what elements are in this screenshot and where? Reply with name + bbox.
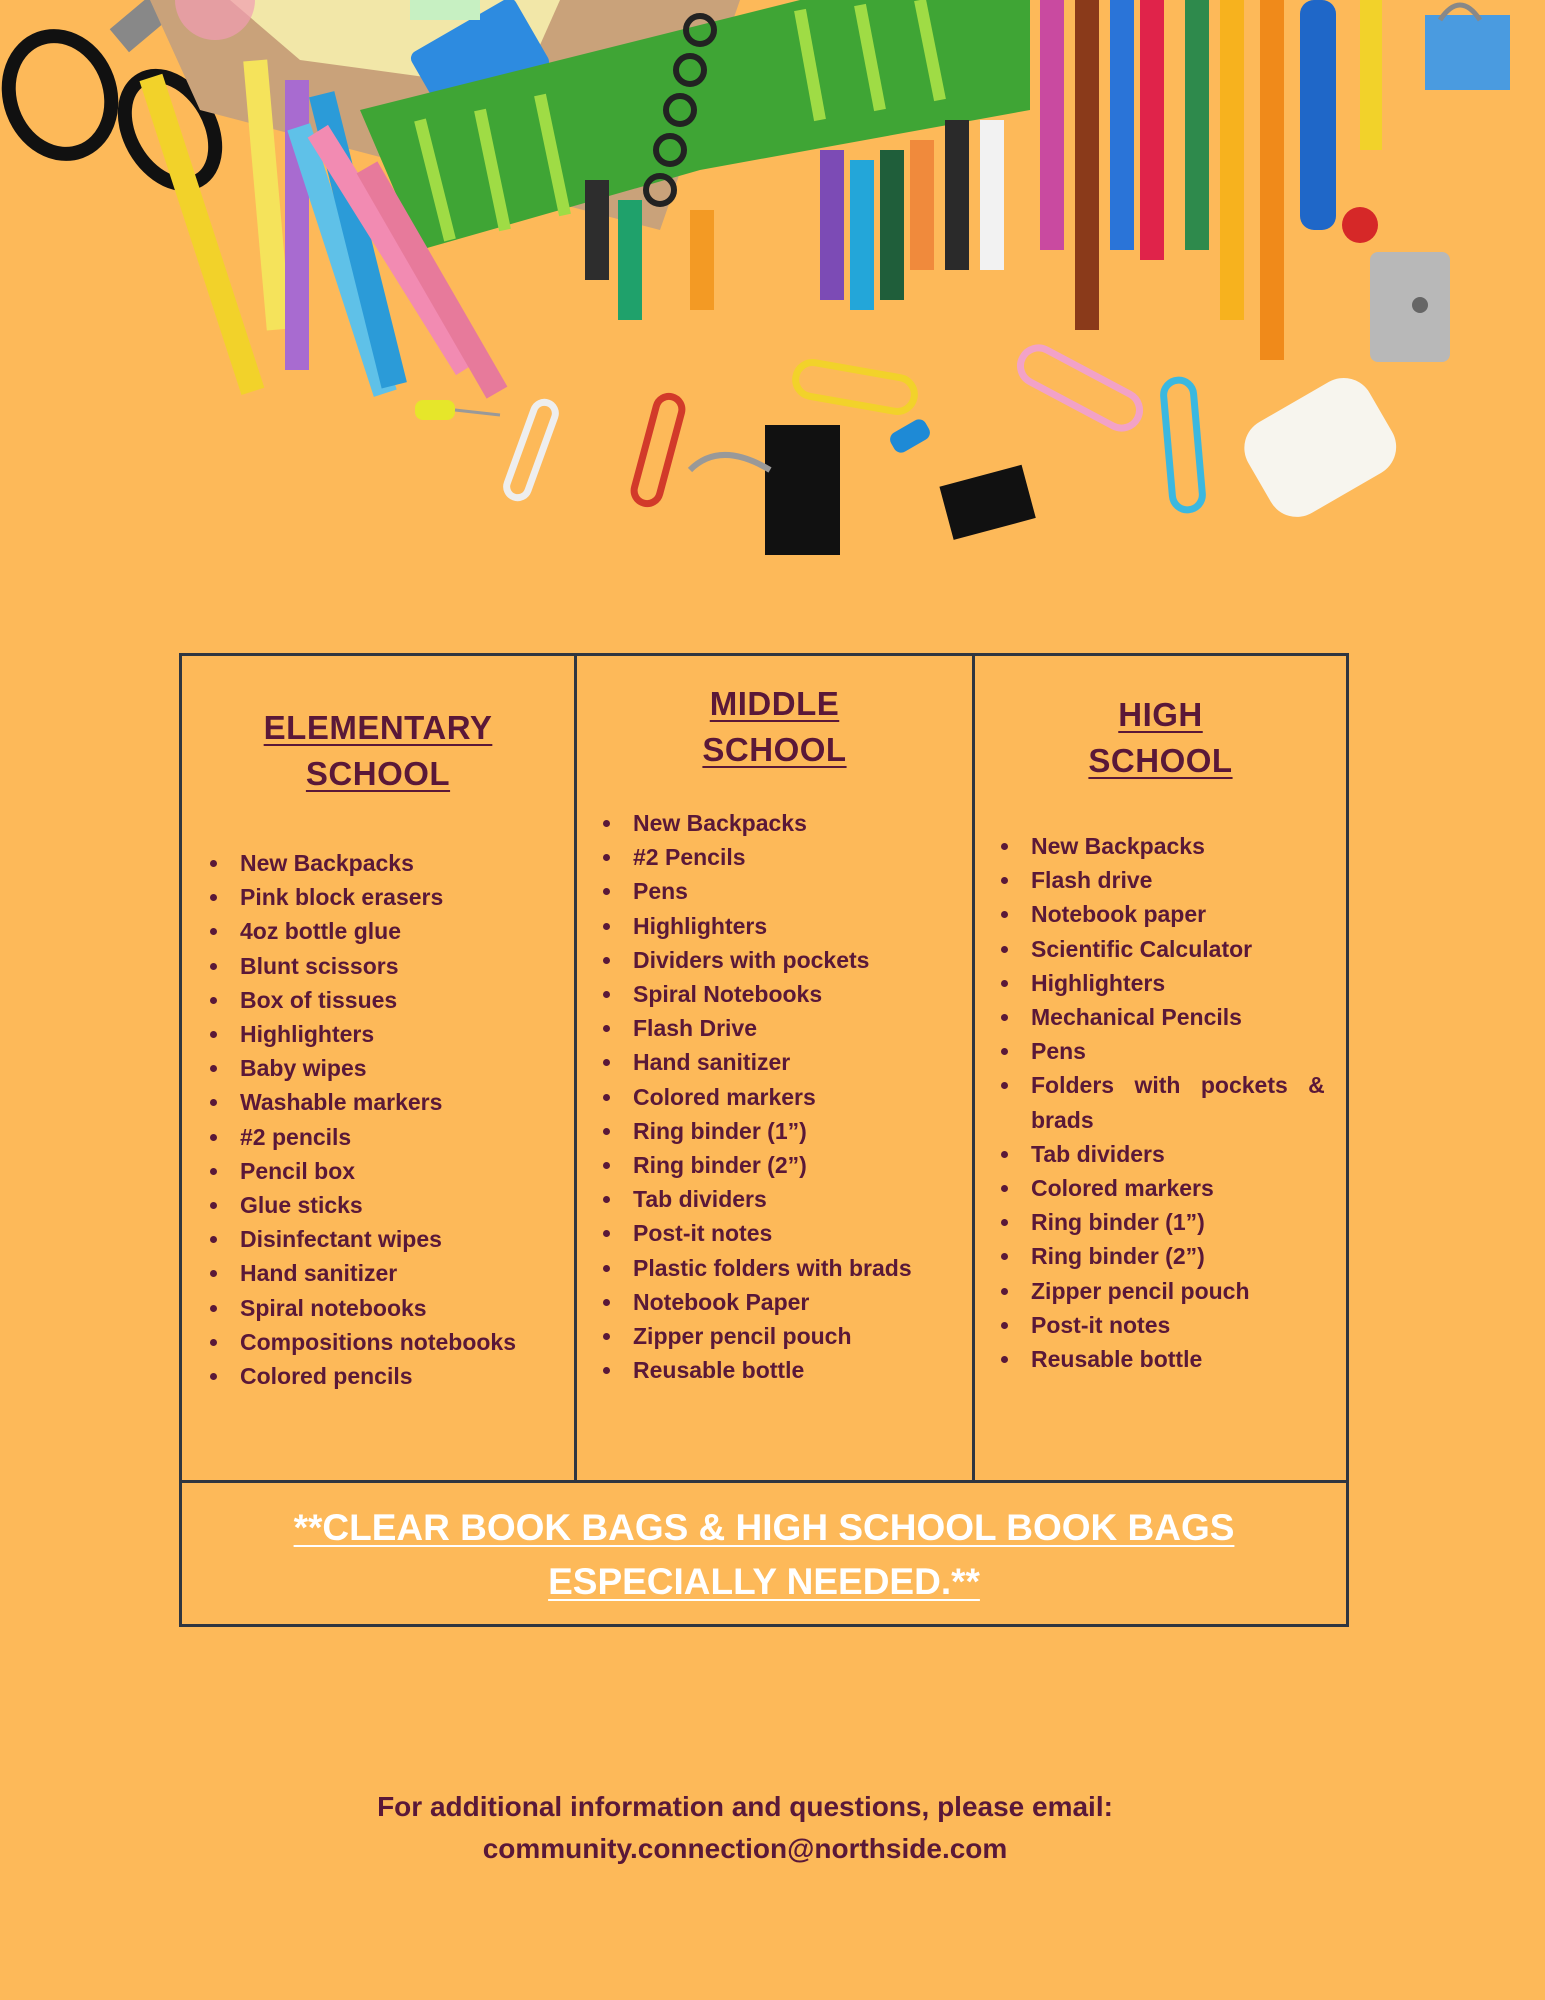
list-item: Reusable bottle — [1001, 1342, 1341, 1376]
list-item: #2 Pencils — [603, 840, 912, 874]
supply-list-table — [179, 653, 1349, 1627]
list-item: Ring binder (1”) — [1001, 1205, 1341, 1239]
middle-school-column — [577, 656, 975, 1480]
list-item: Zipper pencil pouch — [603, 1319, 912, 1353]
list-item: Compositions notebooks — [210, 1325, 516, 1359]
list-item: Mechanical Pencils — [1001, 1000, 1341, 1034]
list-item: Notebook Paper — [603, 1285, 912, 1319]
list-item: Zipper pencil pouch — [1001, 1274, 1341, 1308]
high-supply-list — [1001, 829, 1341, 1376]
list-item: Washable markers — [210, 1085, 516, 1119]
high-school-heading: HIGH SCHOOL — [1088, 696, 1233, 779]
list-item: Pencil box — [210, 1154, 516, 1188]
list-item: Reusable bottle — [603, 1353, 912, 1387]
list-item: Spiral notebooks — [210, 1291, 516, 1325]
school-supplies-illustration — [0, 0, 1545, 560]
contact-text: For additional information and questions, please email: — [377, 1791, 1113, 1822]
elementary-school-heading: ELEMENTARY SCHOOL — [263, 709, 493, 792]
list-item: Post-it notes — [1001, 1308, 1341, 1342]
list-item: 4oz bottle glue — [210, 914, 516, 948]
note-line-2: ESPECIALLY NEEDED.** — [548, 1561, 980, 1602]
contact-email[interactable]: community.connection@northside.com — [482, 1833, 1008, 1864]
list-item: Scientific Calculator — [1001, 932, 1341, 966]
list-item: Highlighters — [1001, 966, 1341, 1000]
list-item: Dividers with pockets — [603, 943, 912, 977]
list-item: Post-it notes — [603, 1216, 912, 1250]
list-item: #2 pencils — [210, 1120, 516, 1154]
sharpener-icon — [1370, 252, 1450, 362]
list-item: Flash drive — [1001, 863, 1341, 897]
list-item: Colored markers — [603, 1080, 912, 1114]
list-item: Colored pencils — [210, 1359, 516, 1393]
middle-school-heading: MIDDLE SCHOOL — [702, 685, 847, 768]
eraser-icon — [1233, 367, 1407, 528]
list-item: Pens — [1001, 1034, 1341, 1068]
list-item: Disinfectant wipes — [210, 1222, 516, 1256]
list-item: Box of tissues — [210, 983, 516, 1017]
list-item: Hand sanitizer — [210, 1256, 516, 1290]
high-school-column — [975, 656, 1346, 1480]
note-line-1: **CLEAR BOOK BAGS & HIGH SCHOOL BOOK BAGS — [293, 1507, 1235, 1548]
list-item: Pens — [603, 874, 912, 908]
list-item: Flash Drive — [603, 1011, 912, 1045]
contact-info — [0, 1786, 1490, 1870]
list-item: Ring binder (2”) — [1001, 1239, 1341, 1273]
list-item: Hand sanitizer — [603, 1045, 912, 1079]
list-item: Folders with pockets & brads — [1001, 1068, 1341, 1136]
list-item: New Backpacks — [1001, 829, 1341, 863]
middle-supply-list — [603, 806, 912, 1387]
list-item: New Backpacks — [603, 806, 912, 840]
elementary-school-column — [182, 656, 577, 1480]
list-item: Glue sticks — [210, 1188, 516, 1222]
list-item: Ring binder (1”) — [603, 1114, 912, 1148]
list-item: Colored markers — [1001, 1171, 1341, 1205]
list-item: New Backpacks — [210, 846, 516, 880]
school-supplies-photo — [0, 0, 1545, 560]
list-item: Plastic folders with brads — [603, 1251, 912, 1285]
list-item: Highlighters — [603, 909, 912, 943]
list-item: Highlighters — [210, 1017, 516, 1051]
paper-clips-icon — [504, 342, 1204, 511]
list-item: Ring binder (2”) — [603, 1148, 912, 1182]
list-item: Blunt scissors — [210, 949, 516, 983]
elementary-supply-list — [210, 846, 516, 1393]
list-item: Pink block erasers — [210, 880, 516, 914]
list-item: Baby wipes — [210, 1051, 516, 1085]
list-item: Tab dividers — [603, 1182, 912, 1216]
book-bags-note — [182, 1480, 1346, 1624]
list-item: Notebook paper — [1001, 897, 1341, 931]
list-item: Tab dividers — [1001, 1137, 1341, 1171]
list-item: Spiral Notebooks — [603, 977, 912, 1011]
